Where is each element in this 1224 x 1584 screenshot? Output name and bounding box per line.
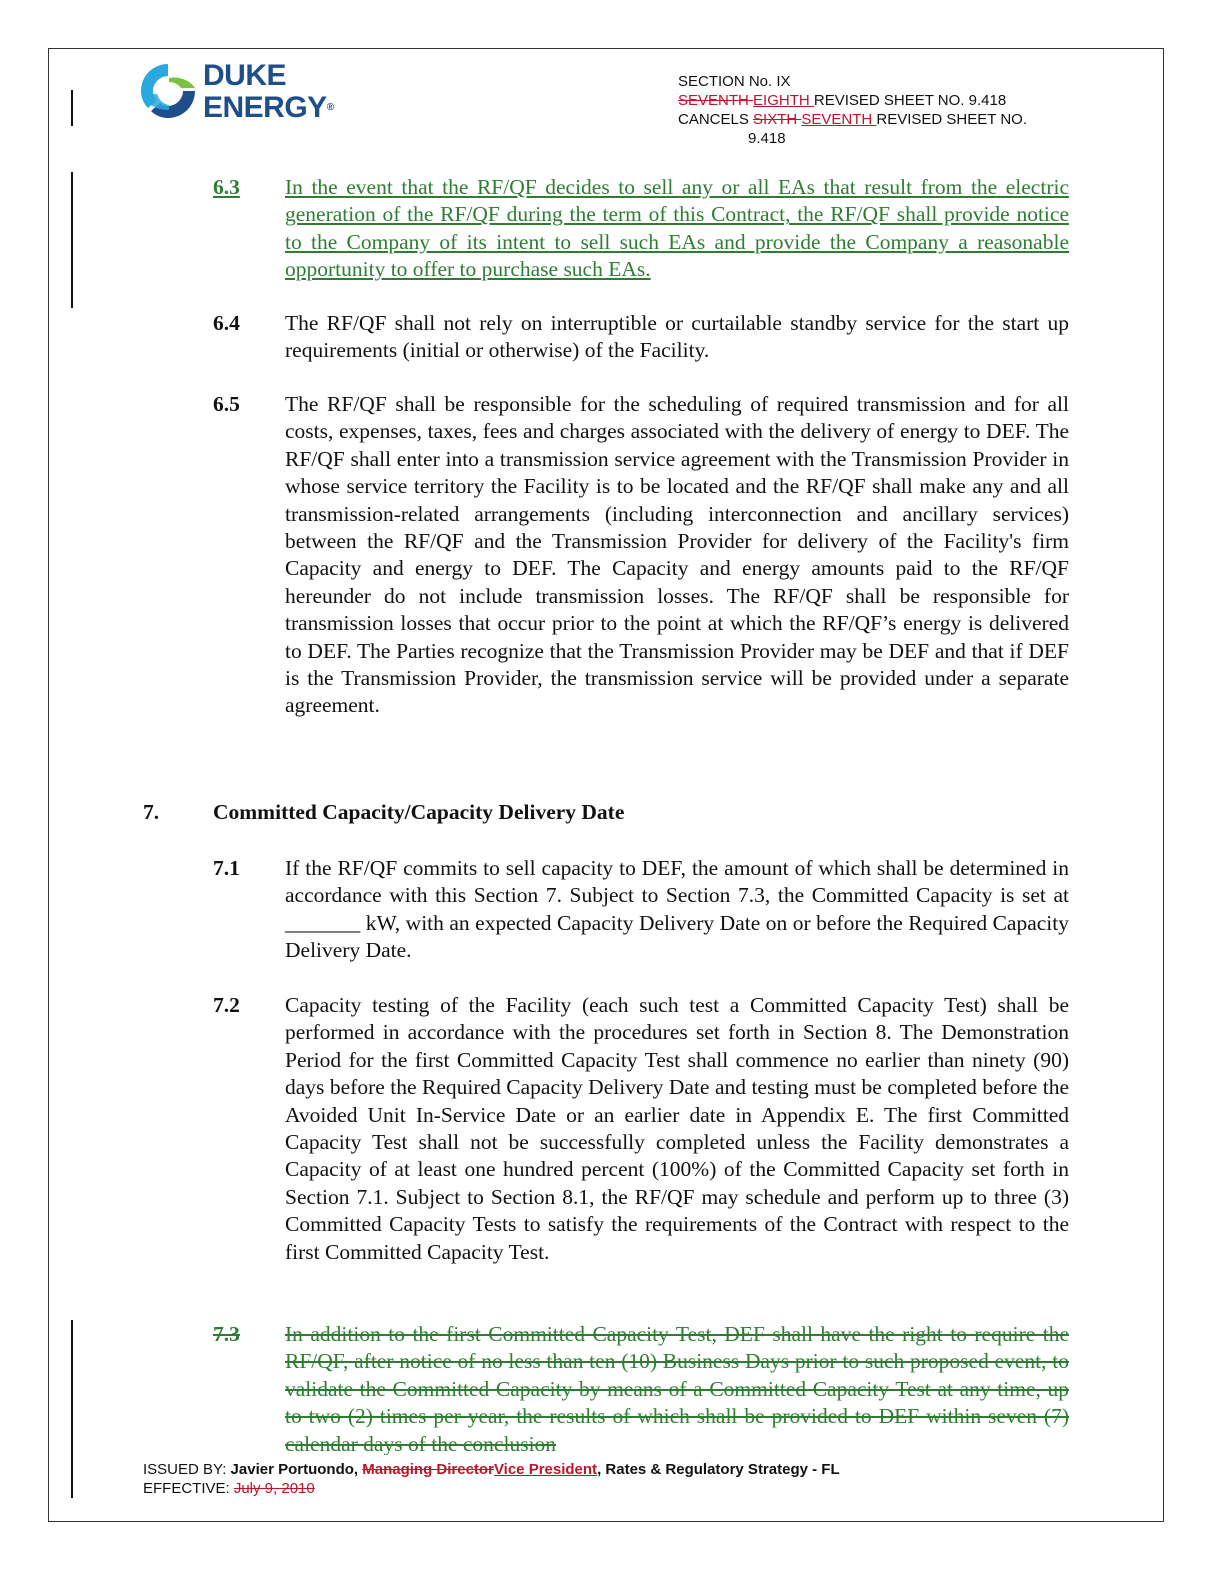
inserted-cancels-ordinal: SEVENTH: [801, 111, 877, 128]
paragraph-6-4: [213, 310, 1069, 365]
paragraph-number: 6.3: [213, 175, 240, 199]
cancels-rest: REVISED SHEET NO.: [876, 111, 1027, 128]
paragraph-number: 7.3: [213, 1322, 240, 1346]
deleted-sheet-ordinal: SEVENTH: [678, 92, 754, 109]
paragraph-text: If the RF/QF commits to sell capacity to DEF, the amount of which shall be determined in accordance with this Section 7. Subject to Section 7.3, the Committed Capacity is set at _______ kW, with an expected Capacity Delivery Date on or before the Required Capacity Delivery Date.: [285, 856, 1069, 963]
cancels-line: [678, 110, 1027, 129]
section-number: SECTION No. IX: [678, 73, 791, 90]
paragraph-6-3: [213, 174, 1069, 284]
section-number: 7.: [143, 800, 160, 824]
duke-energy-logo: [135, 58, 345, 128]
sheet-header: [678, 72, 1027, 148]
registered-mark: ®: [326, 102, 334, 113]
revision-bar: [71, 1320, 73, 1498]
sheet-line: [678, 91, 1027, 110]
duke-energy-logo-icon: [135, 58, 201, 124]
revision-bar: [71, 172, 73, 308]
revision-bar: [71, 90, 73, 126]
paragraph-number: 7.1: [213, 856, 240, 880]
paragraph-6-5: [213, 391, 1069, 720]
paragraph-text: Capacity testing of the Facility (each such test a Committed Capacity Test) shall be performed in accordance with the procedures set forth in Section 8. The Demonstration Period for the first Committed Capacity Test shall commence no earlier than ninety (90) days before the Required Capacity Delivery Date and testing must be completed before the Avoided Unit In-Service Date or an earlier date in Appendix E. The first Committed Capacity Test shall not be successfully completed unless the Facility demonstrates a Capacity of at least one hundred percent (100%) of the Committed Capacity set forth in Section 7.1. Subject to Section 8.1, the RF/QF may schedule and perform up to three (3) Committed Capacity Tests to satisfy the requirements of the Contract with respect to the first Committed Capacity Test.: [285, 993, 1069, 1264]
logo-wordmark: [203, 60, 334, 124]
cancels-sheet-number: 9.418: [748, 130, 786, 147]
paragraph-7-3-deleted: [213, 1321, 1069, 1455]
paragraph-text: In the event that the RF/QF decides to sell any or all EAs that result from the electric generation of the RF/QF during the term of this Contract, the RF/QF shall provide notice to the Company of its intent to sell such EAs and provide the Company a reasonable opportunity to offer to purchase such EAs.: [285, 175, 1069, 282]
deleted-title: Managing Director: [362, 1461, 494, 1478]
issued-label: ISSUED BY:: [143, 1461, 231, 1478]
paragraph-text: The RF/QF shall not rely on interruptible or curtailable standby service for the start up requirements (initial or otherwise) of the Facility.: [285, 311, 1069, 363]
effective-line: [143, 1479, 840, 1498]
inserted-title: Vice President: [493, 1461, 598, 1478]
cancels-label: CANCELS: [678, 111, 754, 128]
paragraph-text: The RF/QF shall be responsible for the scheduling of required transmission and for all costs, expenses, taxes, fees and charges associated with the delivery of energy to DEF. The RF/QF shall enter into a transmission service agreement with the Transmission Provider in whose service territory the Facility is to be located and the RF/QF shall make any and all transmission-related arrangements (including interconnection and ancillary services) between the RF/QF and the Transmission Provider for delivery of the Facility's firm Capacity and energy to DEF. The Capacity and energy amounts paid to the RF/QF hereunder do not include transmission losses. The RF/QF shall be responsible for transmission losses that occur prior to the point at which the RF/QF’s energy is delivered to DEF. The Parties recognize that the Transmission Provider may be DEF and that if DEF is the Transmission Provider, the transmission service will be provided under a separate agreement.: [285, 392, 1069, 718]
paragraph-number: 6.5: [213, 392, 240, 416]
paragraph-7-2: [213, 992, 1069, 1266]
issued-by-line: [143, 1460, 840, 1479]
deleted-cancels-ordinal: SIXTH: [753, 111, 802, 128]
paragraph-number: 7.2: [213, 993, 240, 1017]
issuer-name: Javier Portuondo,: [230, 1461, 363, 1478]
page-footer: [143, 1460, 840, 1498]
paragraph-number: 6.4: [213, 311, 240, 335]
inserted-sheet-ordinal: EIGHTH: [753, 92, 814, 109]
effective-label: EFFECTIVE:: [143, 1480, 234, 1497]
issuer-department: , Rates & Regulatory Strategy - FL: [597, 1461, 840, 1478]
paragraph-text: In addition to the first Committed Capacity Test, DEF shall have the right to require the RF/QF, after notice of no less than ten (10) Business Days prior to such proposed event, to validate the Committed Capacity by means of a Committed Capacity Test at any time, up to two (2) times per year, the results of which shall be provided to DEF within seven (7) calendar days of the conclusion: [285, 1322, 1069, 1455]
logo-line2: ENERGY: [203, 91, 327, 124]
paragraph-7-1: [213, 855, 1069, 965]
sheet-rest: REVISED SHEET NO. 9.418: [813, 92, 1007, 109]
deleted-effective-date: July 9, 2010: [233, 1480, 315, 1497]
section-title: Committed Capacity/Capacity Delivery Date: [213, 800, 625, 824]
logo-line1: DUKE: [203, 59, 287, 92]
